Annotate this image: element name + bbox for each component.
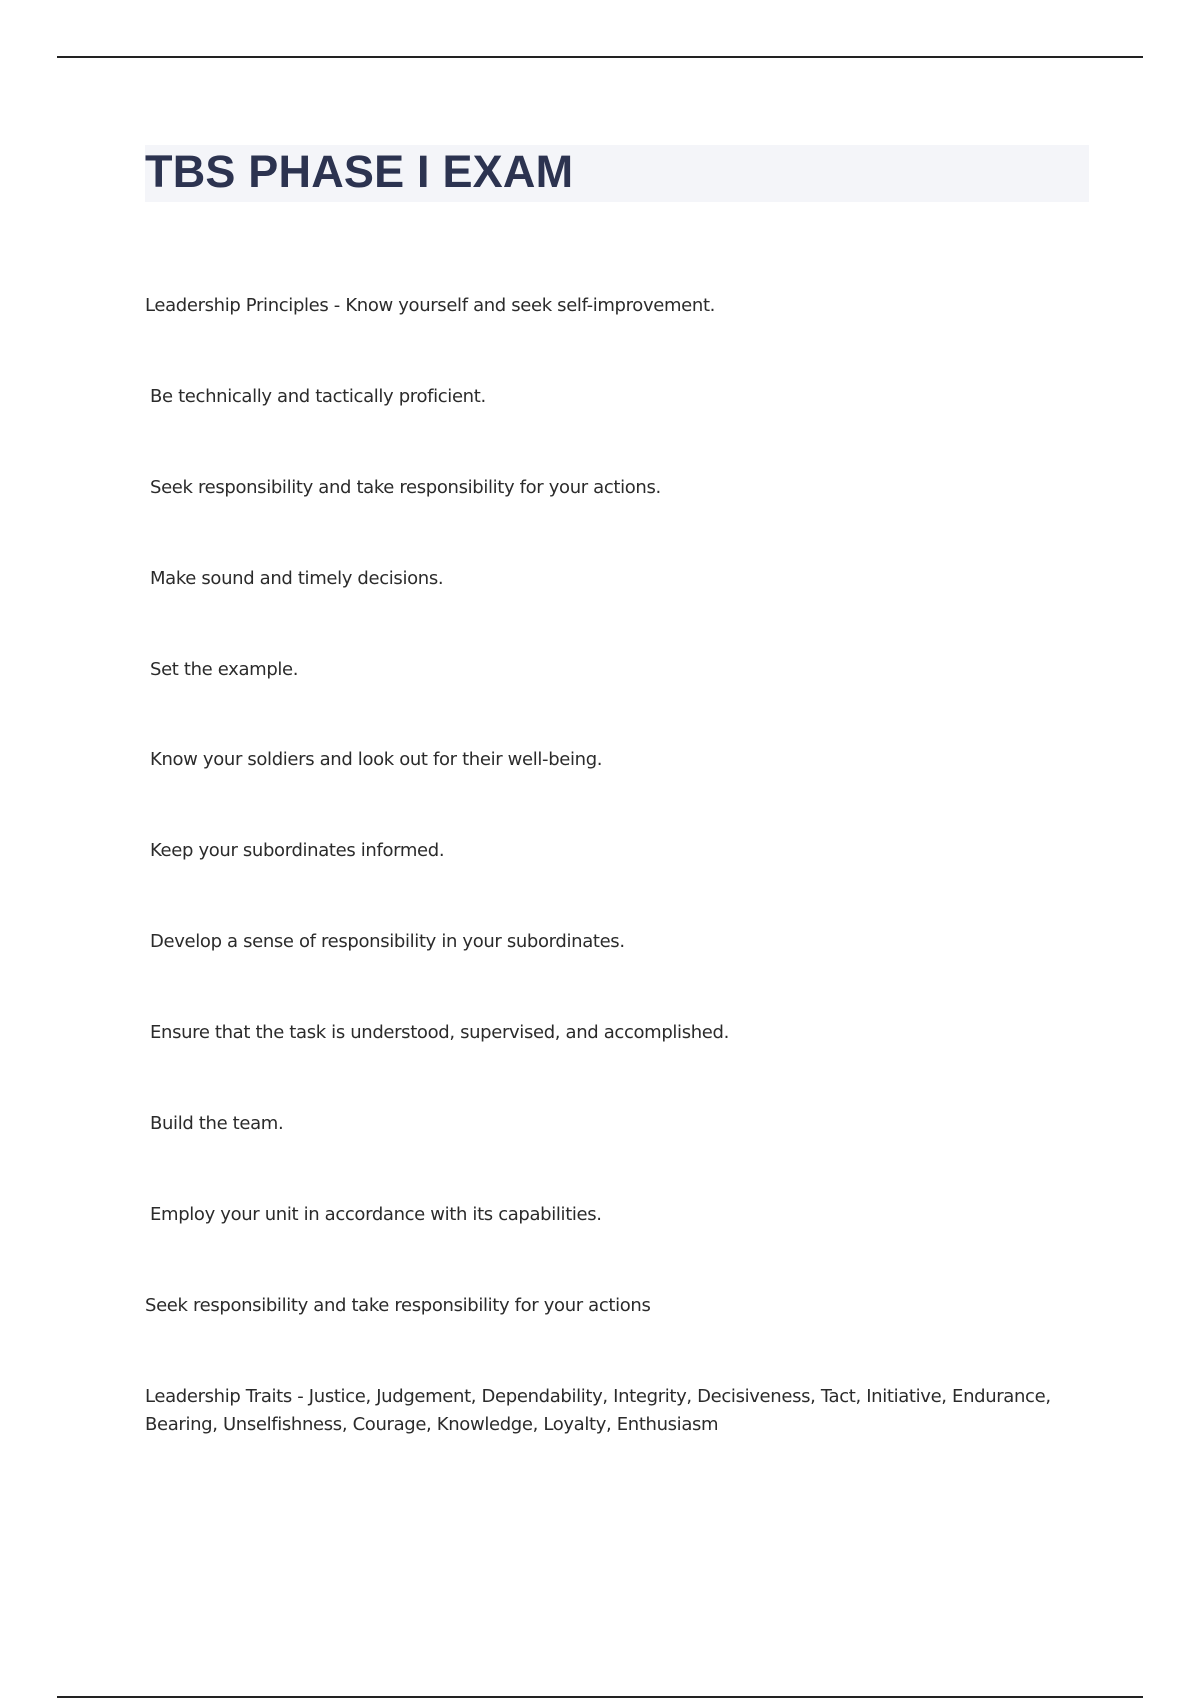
principle-item: Build the team. — [150, 1113, 284, 1134]
principle-item: Make sound and timely decisions. — [150, 568, 444, 589]
title-banner — [145, 145, 1089, 202]
principle-item: Set the example. — [150, 659, 299, 680]
principle-item: Keep your subordinates informed. — [150, 840, 445, 861]
principle-item: Ensure that the task is understood, supervised, and accomplished. — [150, 1022, 729, 1043]
principle-item: Be technically and tactically proficient. — [150, 386, 486, 407]
leadership-traits-entry: Leadership Traits - Justice, Judgement, Dependability, Integrity, Decisiveness, Tact, Initiative, Endurance, Bearing, Unselfishness, Courage, Knowledge, Loyalty, Enthusiasm — [145, 1386, 1051, 1435]
principle-item: Develop a sense of responsibility in your subordinates. — [150, 931, 625, 952]
bottom-divider — [57, 1696, 1143, 1698]
principle-item: Seek responsibility and take responsibility for your actions. — [150, 477, 661, 498]
principle-item: Employ your unit in accordance with its capabilities. — [150, 1204, 602, 1225]
document-title: TBS PHASE I EXAM — [145, 146, 574, 197]
responsibility-entry: Seek responsibility and take responsibility for your actions — [145, 1295, 651, 1316]
leadership-principles-entry: Leadership Principles - Know yourself and seek self-improvement. — [145, 295, 716, 316]
top-divider — [57, 56, 1143, 58]
principle-item: Know your soldiers and look out for their well-being. — [150, 749, 603, 770]
